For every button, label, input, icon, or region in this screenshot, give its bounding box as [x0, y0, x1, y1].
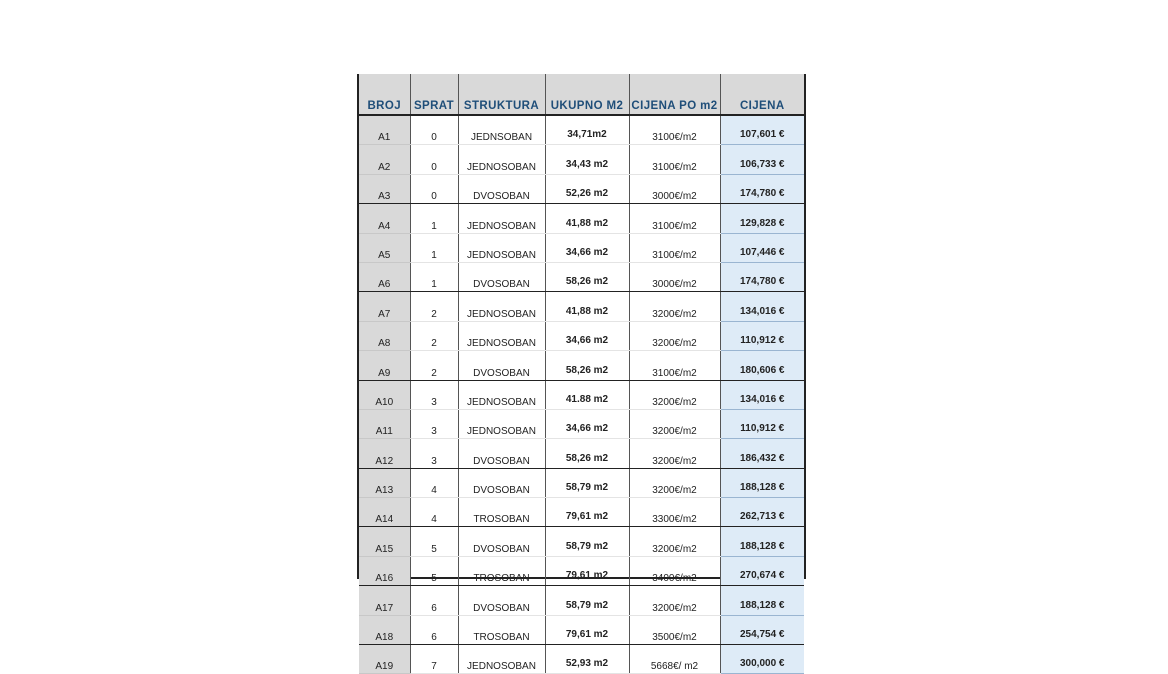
table-row — [359, 527, 804, 556]
cell-broj: A15 — [359, 527, 410, 556]
cell-broj: A12 — [359, 439, 410, 468]
cell-sprat: 2 — [410, 351, 458, 380]
cell-struktura: JEDNOSOBAN — [458, 292, 545, 321]
cell-cijena: 262,713 € — [720, 498, 804, 527]
cell-cijena: 174,780 € — [720, 174, 804, 203]
column-header-cijena: CIJENA — [720, 74, 804, 115]
cell-sprat: 0 — [410, 174, 458, 203]
cell-sprat: 0 — [410, 145, 458, 174]
cell-cijena-po-m2: 3100€/m2 — [629, 204, 720, 233]
cell-broj: A17 — [359, 586, 410, 615]
table-body — [359, 115, 804, 674]
cell-cijena: 270,674 € — [720, 556, 804, 585]
cell-cijena-po-m2: 3100€/m2 — [629, 233, 720, 262]
cell-cijena: 186,432 € — [720, 439, 804, 468]
cell-struktura: DVOSOBAN — [458, 439, 545, 468]
cell-struktura: JEDNOSOBAN — [458, 409, 545, 438]
cell-ukupno-m2: 34,71m2 — [545, 115, 629, 145]
cell-ukupno-m2: 52,93 m2 — [545, 645, 629, 674]
cell-broj: A19 — [359, 645, 410, 674]
cell-sprat: 3 — [410, 439, 458, 468]
cell-broj: A13 — [359, 468, 410, 497]
cell-sprat: 5 — [410, 527, 458, 556]
cell-broj: A6 — [359, 262, 410, 291]
cell-struktura: TROSOBAN — [458, 556, 545, 585]
cell-ukupno-m2: 79,61 m2 — [545, 615, 629, 644]
cell-struktura: DVOSOBAN — [458, 262, 545, 291]
cell-ukupno-m2: 58,79 m2 — [545, 527, 629, 556]
cell-cijena-po-m2: 3100€/m2 — [629, 351, 720, 380]
table-row — [359, 498, 804, 527]
cell-ukupno-m2: 58,26 m2 — [545, 262, 629, 291]
cell-struktura: DVOSOBAN — [458, 468, 545, 497]
cell-broj: A1 — [359, 115, 410, 145]
cell-struktura: JEDNSOBAN — [458, 115, 545, 145]
cell-struktura: JEDNOSOBAN — [458, 380, 545, 409]
cell-struktura: JEDNOSOBAN — [458, 233, 545, 262]
cell-cijena-po-m2: 3000€/m2 — [629, 174, 720, 203]
cell-cijena: 254,754 € — [720, 615, 804, 644]
cell-broj: A5 — [359, 233, 410, 262]
price-table-sheet — [357, 74, 806, 673]
cell-ukupno-m2: 58,26 m2 — [545, 351, 629, 380]
cell-sprat: 1 — [410, 233, 458, 262]
table-row — [359, 468, 804, 497]
cell-struktura: DVOSOBAN — [458, 586, 545, 615]
cell-broj: A9 — [359, 351, 410, 380]
cell-ukupno-m2: 41,88 m2 — [545, 204, 629, 233]
cell-broj: A18 — [359, 615, 410, 644]
cell-sprat: 1 — [410, 204, 458, 233]
cell-ukupno-m2: 79,61 m2 — [545, 556, 629, 585]
cell-cijena-po-m2: 3200€/m2 — [629, 527, 720, 556]
cell-cijena: 134,016 € — [720, 292, 804, 321]
cell-struktura: JEDNOSOBAN — [458, 321, 545, 350]
cell-sprat: 4 — [410, 468, 458, 497]
cell-cijena-po-m2: 3000€/m2 — [629, 262, 720, 291]
column-header-ukupno-m2: UKUPNO M2 — [545, 74, 629, 115]
cell-struktura: DVOSOBAN — [458, 174, 545, 203]
table-row — [359, 645, 804, 674]
cell-cijena: 110,912 € — [720, 409, 804, 438]
table-row — [359, 115, 804, 145]
cell-ukupno-m2: 41,88 m2 — [545, 292, 629, 321]
cell-ukupno-m2: 34,43 m2 — [545, 145, 629, 174]
cell-ukupno-m2: 58,79 m2 — [545, 468, 629, 497]
cell-broj: A8 — [359, 321, 410, 350]
cell-cijena: 174,780 € — [720, 262, 804, 291]
cell-cijena: 188,128 € — [720, 527, 804, 556]
cell-cijena: 300,000 € — [720, 645, 804, 674]
cell-broj: A10 — [359, 380, 410, 409]
apartment-price-table — [359, 74, 804, 674]
table-row — [359, 615, 804, 644]
cell-cijena: 129,828 € — [720, 204, 804, 233]
cell-ukupno-m2: 52,26 m2 — [545, 174, 629, 203]
cell-struktura: TROSOBAN — [458, 498, 545, 527]
cell-cijena-po-m2: 3100€/m2 — [629, 145, 720, 174]
table-row — [359, 439, 804, 468]
cell-cijena-po-m2: 5668€/ m2 — [629, 645, 720, 674]
table-row — [359, 292, 804, 321]
cell-broj: A16 — [359, 556, 410, 585]
cell-cijena: 180,606 € — [720, 351, 804, 380]
cell-sprat: 6 — [410, 586, 458, 615]
cell-ukupno-m2: 79,61 m2 — [545, 498, 629, 527]
cell-cijena-po-m2: 3200€/m2 — [629, 380, 720, 409]
cell-ukupno-m2: 34,66 m2 — [545, 321, 629, 350]
cell-sprat: 3 — [410, 380, 458, 409]
column-header-sprat: SPRAT — [410, 74, 458, 115]
cell-cijena: 188,128 € — [720, 468, 804, 497]
cell-broj: A2 — [359, 145, 410, 174]
cell-broj: A3 — [359, 174, 410, 203]
cell-broj: A7 — [359, 292, 410, 321]
cell-sprat: 1 — [410, 262, 458, 291]
cell-broj: A14 — [359, 498, 410, 527]
cell-cijena-po-m2: 3300€/m2 — [629, 498, 720, 527]
table-row — [359, 262, 804, 291]
cell-ukupno-m2: 58,26 m2 — [545, 439, 629, 468]
cell-sprat: 5 — [410, 556, 458, 585]
cell-sprat: 3 — [410, 409, 458, 438]
column-header-struktura: STRUKTURA — [458, 74, 545, 115]
cell-cijena: 188,128 € — [720, 586, 804, 615]
cell-cijena: 107,601 € — [720, 115, 804, 145]
cell-cijena: 106,733 € — [720, 145, 804, 174]
cell-cijena-po-m2: 3100€/m2 — [629, 115, 720, 145]
cell-struktura: DVOSOBAN — [458, 527, 545, 556]
table-row — [359, 321, 804, 350]
column-header-cijena-po-m2: CIJENA PO m2 — [629, 74, 720, 115]
cell-cijena-po-m2: 3200€/m2 — [629, 468, 720, 497]
cell-cijena-po-m2: 3200€/m2 — [629, 409, 720, 438]
cell-cijena-po-m2: 3400€/m2 — [629, 556, 720, 585]
cell-sprat: 6 — [410, 615, 458, 644]
table-row — [359, 145, 804, 174]
cell-ukupno-m2: 41.88 m2 — [545, 380, 629, 409]
column-header-broj: BROJ — [359, 74, 410, 115]
cell-ukupno-m2: 34,66 m2 — [545, 233, 629, 262]
cell-cijena-po-m2: 3200€/m2 — [629, 586, 720, 615]
cell-cijena: 107,446 € — [720, 233, 804, 262]
cell-cijena: 110,912 € — [720, 321, 804, 350]
table-row — [359, 174, 804, 203]
cell-broj: A11 — [359, 409, 410, 438]
table-row — [359, 586, 804, 615]
cell-struktura: JEDNOSOBAN — [458, 145, 545, 174]
cell-sprat: 7 — [410, 645, 458, 674]
cell-sprat: 0 — [410, 115, 458, 145]
cell-sprat: 4 — [410, 498, 458, 527]
cell-ukupno-m2: 58,79 m2 — [545, 586, 629, 615]
cell-cijena-po-m2: 3500€/m2 — [629, 615, 720, 644]
cell-cijena-po-m2: 3200€/m2 — [629, 292, 720, 321]
cell-struktura: JEDNOSOBAN — [458, 204, 545, 233]
cell-cijena-po-m2: 3200€/m2 — [629, 321, 720, 350]
header-row — [359, 74, 804, 115]
table-row — [359, 409, 804, 438]
table-row — [359, 204, 804, 233]
cell-broj: A4 — [359, 204, 410, 233]
table-row — [359, 233, 804, 262]
cell-sprat: 2 — [410, 292, 458, 321]
table-row — [359, 556, 804, 585]
cell-ukupno-m2: 34,66 m2 — [545, 409, 629, 438]
table-row — [359, 380, 804, 409]
cell-sprat: 2 — [410, 321, 458, 350]
cell-struktura: DVOSOBAN — [458, 351, 545, 380]
cell-struktura: TROSOBAN — [458, 615, 545, 644]
cell-cijena: 134,016 € — [720, 380, 804, 409]
cell-struktura: JEDNOSOBAN — [458, 645, 545, 674]
cell-cijena-po-m2: 3200€/m2 — [629, 439, 720, 468]
table-row — [359, 351, 804, 380]
